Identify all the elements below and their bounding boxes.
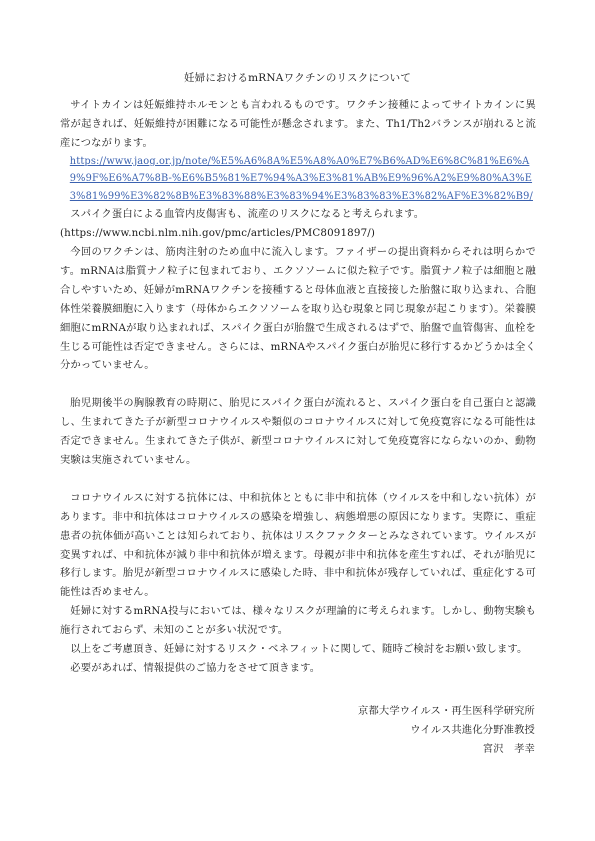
- document-title: 妊婦におけるmRNAワクチンのリスクについて: [183, 72, 412, 84]
- jaog-link[interactable]: https://www.jaog.or.jp/note/%E5%A6%8A%E5%A8%A0%E7%B6%AD%E6%8C%81%E6%A9%9F%E6%A7%8B-%E6%B5%81%E7%94%A3%E3%81%AB%E9%96%A2%E9%80%A3%E3%81%99%E3%82%8B%E3%83%88%E3%83%94%E3%83%83%E3%82%AF%E3%82%B9/: [69, 155, 533, 202]
- paragraph-thymus: 胎児期後半の胸腺教育の時期に、胎児にスパイク蛋白が流れると、スパイク蛋白を自己蛋白と認識し、生まれてきた子が新型コロナウイルスや類似のコロナウイルスに対して免疫寛容になる可能性は否定できません。生まれてきた子供が、新型コロナウイルスに対して免疫寛容にならないのか、動物実験は実施されていません。: [60, 397, 536, 466]
- paragraph-risks: 妊婦に対するmRNA投与においては、様々なリスクが理論的に考えられます。しかし、動物実験も施行されておらず、未知のことが多い状況です。: [60, 605, 536, 637]
- paragraph-request: 以上をご考慮頂き、妊婦に対するリスク・ベネフィットに関して、随時ご検討をお願い致します。: [70, 643, 528, 656]
- signature-name: 宮沢 孝幸: [482, 742, 535, 755]
- paragraph-spacer: [60, 470, 536, 489]
- paragraph-cytokine: サイトカインは妊娠維持ホルモンとも言われるものです。ワクチン接種によってサイトカインに異常が起きれば、妊娠維持が困難になる可能性が懸念されます。また、Th1/Th2バランスが崩れると流産につながります。: [60, 99, 536, 149]
- paragraph-spacer: [60, 375, 536, 394]
- document-body: [60, 96, 536, 678]
- paragraph-antibodies: コロナウイルスに対する抗体には、中和抗体とともに非中和抗体（ウイルスを中和しない抗体）があります。非中和抗体はコロナウイルスの感染を増強し、病態増悪の原因になります。実際に、重症患者の抗体価が高いことは知られており、抗体はリスクファクターとみなされています。ウイルスが変異すれば、中和抗体が減り非中和抗体が増えます。母親が非中和抗体を産生すれば、それが胎児に移行します。胎児が新型コロナウイルスに感染した時、非中和抗体が残存していれば、重症化する可能性は否めません。: [60, 491, 536, 599]
- reference-ncbi: (https://www.ncbi.nlm.nih.gov/pmc/articles/PMC8091897/): [60, 227, 376, 240]
- paragraph-spike-vascular: スパイク蛋白による血管内皮傷害も、流産のリスクになると考えられます。: [70, 208, 425, 221]
- reference-link-jaog: [60, 153, 536, 206]
- signature-lab: ウイルス共進化分野准教授: [410, 723, 535, 736]
- signature-institution: 京都大学ウイルス・再生医科学研究所: [358, 705, 535, 717]
- paragraph-vaccine-lnp: 今回のワクチンは、筋肉注射のため血中に流入します。ファイザーの提出資料からそれは明らかです。mRNAは脂質ナノ粒子に包まれており、エクソソームに似た粒子です。脂質ナノ粒子は細胞と融合しやすいため、妊婦がmRNAワクチンを接種すると母体血液と直接接した胎盤に取り込まれ、合胞体性栄養膜細胞に入ります（母体からエクソソームを取り込む現象と同じ現象が起こります）。栄養膜細胞にmRNAが取り込まれれば、スパイク蛋白が胎盤で生成されるはずで、胎盤で血管傷害、血栓を生じる可能性は否定できません。さらには、mRNAやスパイク蛋白が胎児に移行するかどうかは全く分かっていません。: [60, 246, 536, 372]
- signature-block: [358, 702, 535, 759]
- paragraph-cooperation: 必要があれば、情報提供のご協力をさせて頂きます。: [70, 661, 321, 674]
